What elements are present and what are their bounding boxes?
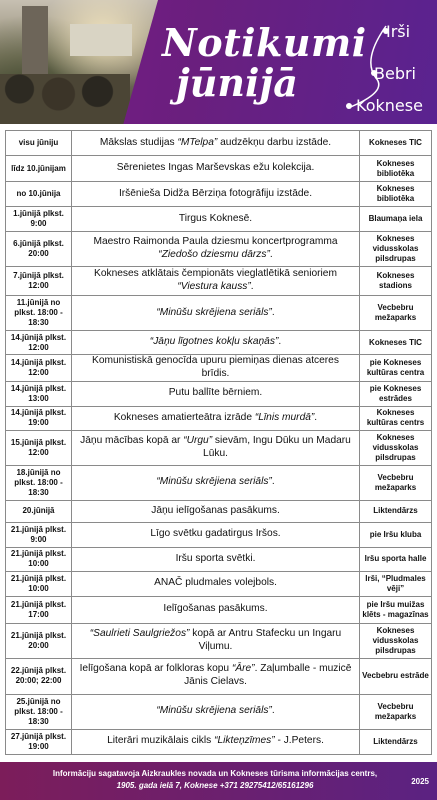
title-line-2: jūnijā: [176, 60, 298, 105]
event-place: Liktendārzs: [360, 729, 432, 754]
footer-line-2: 1905. gada ielā 7, Koknese +371 29275412/65161296: [116, 780, 314, 790]
event-description: Ielīgošana kopā ar folkloras kopu “Āre”. Zaļumballe - muzicē Jānis Cielavs.: [72, 658, 360, 694]
event-description: Iršēnieša Didža Bērziņa fotogrāfiju izstāde.: [72, 182, 360, 207]
table-row: [6, 658, 432, 694]
event-place: Irši, “Pludmales vēji”: [360, 571, 432, 596]
table-row: [6, 465, 432, 500]
event-date: 25.jūnijā no plkst. 18:00 - 18:30: [6, 694, 72, 729]
footer-line-1: Informāciju sagatavoja Aizkraukles novada un Kokneses tūrisma informācijas centrs,: [52, 769, 378, 778]
location-label: Koknese: [356, 96, 423, 115]
table-row: [6, 623, 432, 658]
location-label: Irši: [386, 22, 411, 41]
footer-banner: [0, 762, 437, 800]
event-date: līdz 10.jūnijam: [6, 156, 72, 182]
table-row: [6, 571, 432, 596]
event-place: Vecbebru mežaparks: [360, 694, 432, 729]
table-row: [6, 182, 432, 207]
stage-shape: [70, 24, 132, 56]
table-row: [6, 596, 432, 623]
table-row: [6, 547, 432, 571]
event-description: Līgo svētku gadatirgus Iršos.: [72, 522, 360, 547]
event-place: Vecbebru estrāde: [360, 658, 432, 694]
event-place: Kokneses bibliotēka: [360, 156, 432, 182]
header-banner: [0, 0, 437, 124]
event-place: Vecbebru mežaparks: [360, 296, 432, 331]
event-description: Putu ballīte bērniem.: [72, 381, 360, 406]
event-date: 1.jūnijā plkst. 9:00: [6, 207, 72, 232]
event-place: Kokneses kultūras centrs: [360, 406, 432, 430]
event-description: Tirgus Koknesē.: [72, 207, 360, 232]
event-date: 21.jūnijā plkst. 10:00: [6, 571, 72, 596]
festival-photo: [0, 0, 158, 124]
event-date: 14.jūnijā plkst. 12:00: [6, 355, 72, 382]
location-dot-3: [346, 103, 352, 109]
event-place: Kokneses TIC: [360, 331, 432, 355]
event-date: 27.jūnijā plkst. 19:00: [6, 729, 72, 754]
event-place: Iršu sporta halle: [360, 547, 432, 571]
event-description: Iršu sporta svētki.: [72, 547, 360, 571]
event-date: 21.jūnijā plkst. 17:00: [6, 596, 72, 623]
event-place: Kokneses stadions: [360, 267, 432, 296]
castle-ruin-shape: [22, 6, 48, 76]
event-place: Kokneses TIC: [360, 131, 432, 156]
event-place: Kokneses bibliotēka: [360, 182, 432, 207]
event-description: Kokneses atklātais čempionāts vieglatlētikā senioriem “Viestura kauss”.: [72, 267, 360, 296]
event-date: 21.jūnijā plkst. 9:00: [6, 522, 72, 547]
event-description: “Jāņu līgotnes kokļu skaņās”.: [72, 331, 360, 355]
event-description: Ielīgošanas pasākums.: [72, 596, 360, 623]
table-row: [6, 430, 432, 465]
event-place: pie Kokneses kultūras centra: [360, 355, 432, 382]
event-place: pie Kokneses estrādes: [360, 381, 432, 406]
event-date: 15.jūnijā plkst. 12:00: [6, 430, 72, 465]
event-description: Komunistiskā genocīda upuru piemiņas dienas atceres brīdis.: [72, 355, 360, 382]
event-description: “Minūšu skrējiena seriāls”.: [72, 694, 360, 729]
event-date: 14.jūnijā plkst. 19:00: [6, 406, 72, 430]
location-label: Bebri: [374, 64, 416, 83]
table-row: [6, 694, 432, 729]
table-row: [6, 156, 432, 182]
event-date: 6.jūnijā plkst. 20:00: [6, 232, 72, 267]
event-place: Kokneses vidusskolas pilsdrupas: [360, 623, 432, 658]
table-row: [6, 267, 432, 296]
event-date: no 10.jūnija: [6, 182, 72, 207]
event-date: 11.jūnijā no plkst. 18:00 - 18:30: [6, 296, 72, 331]
table-row: [6, 522, 432, 547]
event-description: Kokneses amatierteātra izrāde “Līnis murdā”.: [72, 406, 360, 430]
table-row: [6, 500, 432, 522]
event-date: 7.jūnijā plkst. 12:00: [6, 267, 72, 296]
footer-year: 2025: [411, 777, 429, 786]
event-place: pie Iršu muižas klēts - magazīnas: [360, 596, 432, 623]
events-table-wrapper: [5, 130, 432, 755]
event-place: pie Iršu kluba: [360, 522, 432, 547]
footer-info: [30, 768, 400, 791]
events-table: [5, 130, 432, 755]
crowd-shape: [0, 74, 130, 124]
event-place: Kokneses vidusskolas pilsdrupas: [360, 232, 432, 267]
table-row: [6, 331, 432, 355]
event-date: 22.jūnijā plkst. 20:00; 22:00: [6, 658, 72, 694]
event-date: visu jūniju: [6, 131, 72, 156]
event-date: 20.jūnijā: [6, 500, 72, 522]
event-date: 14.jūnijā plkst. 13:00: [6, 381, 72, 406]
table-row: [6, 232, 432, 267]
event-place: Kokneses vidusskolas pilsdrupas: [360, 430, 432, 465]
title-line-1: Notikumi: [162, 20, 367, 65]
event-date: 14.jūnijā plkst. 12:00: [6, 331, 72, 355]
table-row: [6, 296, 432, 331]
event-description: Jāņu mācības kopā ar “Urgu” sievām, Ingu Dūku un Madaru Lūku.: [72, 430, 360, 465]
event-date: 18.jūnijā no plkst. 18:00 - 18:30: [6, 465, 72, 500]
event-description: Mākslas studijas “MTelpa” audzēkņu darbu izstāde.: [72, 131, 360, 156]
event-place: Liktendārzs: [360, 500, 432, 522]
event-description: ANAČ pludmales volejbols.: [72, 571, 360, 596]
table-row: [6, 355, 432, 382]
event-date: 21.jūnijā plkst. 10:00: [6, 547, 72, 571]
event-place: Vecbebru mežaparks: [360, 465, 432, 500]
event-description: “Saulrieti Saulgriežos” kopā ar Antru Stafecku un Ingaru Viļumu.: [72, 623, 360, 658]
table-row: [6, 729, 432, 754]
event-description: “Minūšu skrējiena seriāls”.: [72, 296, 360, 331]
table-row: [6, 207, 432, 232]
event-description: Literāri muzikālais cikls “Likteņzīmes” - J.Peters.: [72, 729, 360, 754]
event-place: Blaumaņa iela: [360, 207, 432, 232]
event-date: 21.jūnijā plkst. 20:00: [6, 623, 72, 658]
table-row: [6, 381, 432, 406]
event-description: Maestro Raimonda Paula dziesmu koncertprogramma “Ziedošo dziesmu dārzs”.: [72, 232, 360, 267]
event-description: “Minūšu skrējiena seriāls”.: [72, 465, 360, 500]
table-row: [6, 131, 432, 156]
event-description: Sērenietes Ingas Marševskas ežu kolekcija.: [72, 156, 360, 182]
table-row: [6, 406, 432, 430]
event-description: Jāņu ielīgošanas pasākums.: [72, 500, 360, 522]
